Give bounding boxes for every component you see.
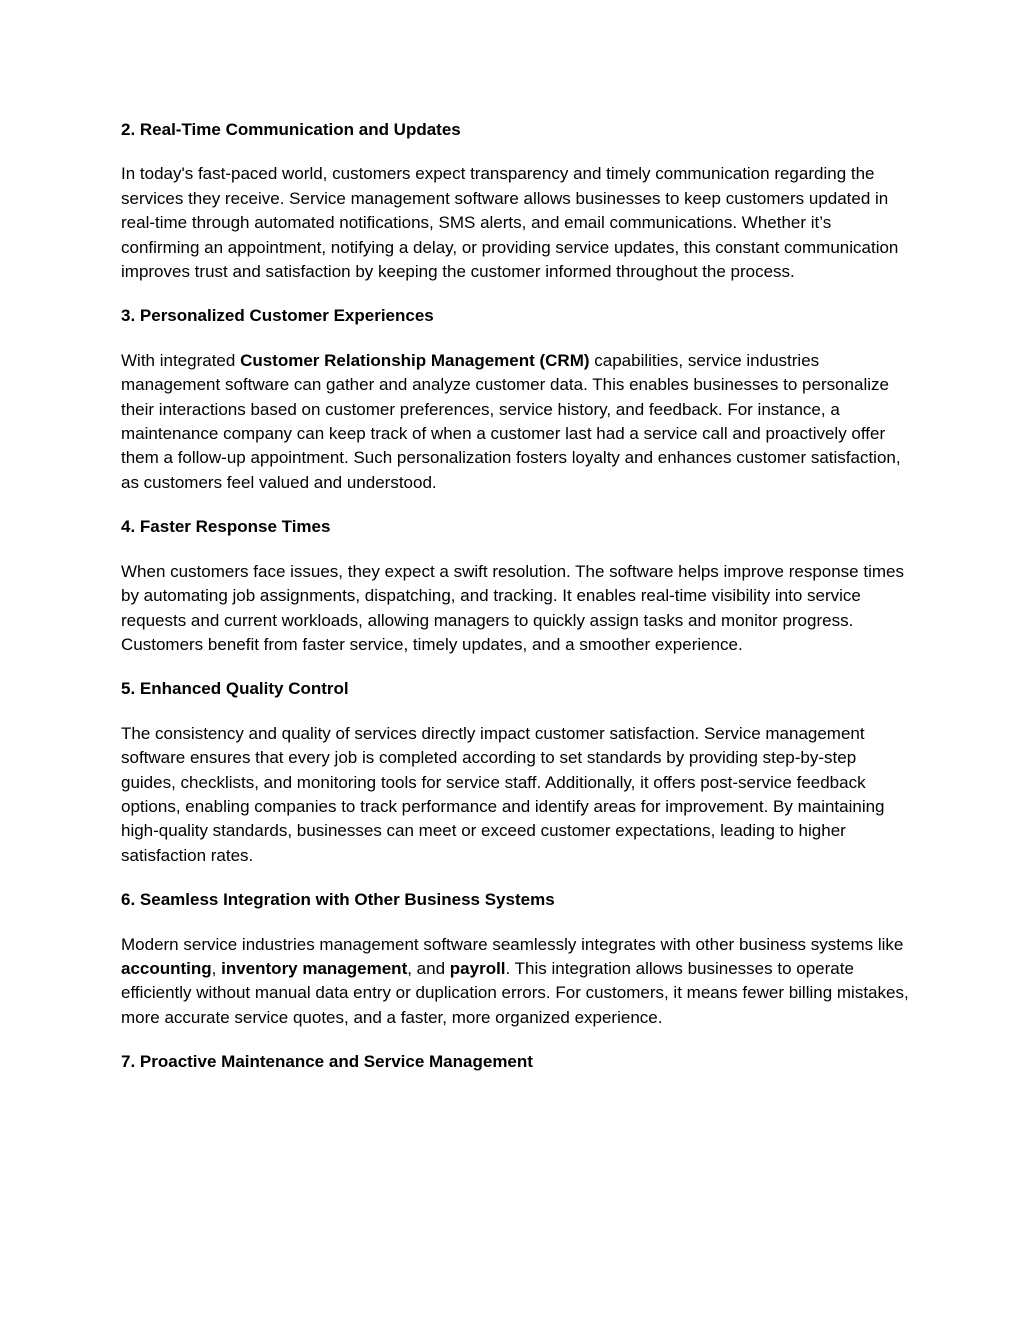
section-body-communication: In today's fast-paced world, customers expect transparency and timely communication regarding the services they receive. Service management software allows businesses to keep customers updated in real-time through automated notifications, SMS alerts, and email communications. Whether it’s confirming an appointment, notifying a delay, or providing service updates, this constant communication improves trust and satisfaction by keeping the customer informed throughout the process. <box>121 164 899 282</box>
accounting-bold-term: accounting <box>121 958 212 978</box>
section-body-personalized <box>121 349 911 495</box>
payroll-bold-term: payroll <box>449 958 506 978</box>
document-page <box>121 118 911 1095</box>
section-body-quality-control: The consistency and quality of services directly impact customer satisfaction. Service management software ensures that every job is completed according to set standards by providing step-by-step guides, checklists, and monitoring tools for service staff. Additionally, it offers post-service feedback options, enabling companies to track performance and identify areas for improvement. By maintaining high-quality standards, businesses can meet or exceed customer expectations, leading to higher satisfaction rates. <box>121 723 885 865</box>
crm-bold-term: Customer Relationship Management (CRM) <box>240 350 590 370</box>
section-heading-communication: 2. Real-Time Communication and Updates <box>121 120 461 139</box>
section-heading-proactive-maintenance: 7. Proactive Maintenance and Service Management <box>121 1052 533 1072</box>
section-body-response-times: When customers face issues, they expect a swift resolution. The software helps improve response times by automating job assignments, dispatching, and tracking. It enables real-time visibility into service requests and current workloads, allowing managers to quickly assign tasks and monitor progress. Customers benefit from faster service, timely updates, and a smoother experience. <box>121 561 904 654</box>
section-heading-response-times: 4. Faster Response Times <box>121 517 331 537</box>
body-text: With integrated <box>121 350 241 370</box>
separator-text: , and <box>407 958 450 978</box>
body-text: Modern service industries management software seamlessly integrates with other business systems like <box>121 934 904 954</box>
body-text: capabilities, service industries management software can gather and analyze customer data. This enables businesses to personalize their interactions based on customer preferences, service history, and feedback. For instance, a maintenance company can keep track of when a customer last had a service call and proactively offer them a follow-up appointment. Such personalization fosters loyalty and enhances customer satisfaction, as customers feel valued and understood. <box>121 350 901 492</box>
separator-text: , <box>211 958 222 978</box>
inventory-bold-term: inventory management <box>221 958 408 978</box>
body-text: . This integration allows businesses to operate efficiently without manual data entry or duplication errors. For customers, it means fewer billing mistakes, more accurate service quotes, and a faster, more organized experience. <box>121 958 909 1027</box>
section-heading-integration: 6. Seamless Integration with Other Business Systems <box>121 890 555 910</box>
section-heading-quality-control: 5. Enhanced Quality Control <box>121 679 349 699</box>
section-body-integration <box>121 933 911 1031</box>
section-heading-personalized: 3. Personalized Customer Experiences <box>121 306 434 326</box>
